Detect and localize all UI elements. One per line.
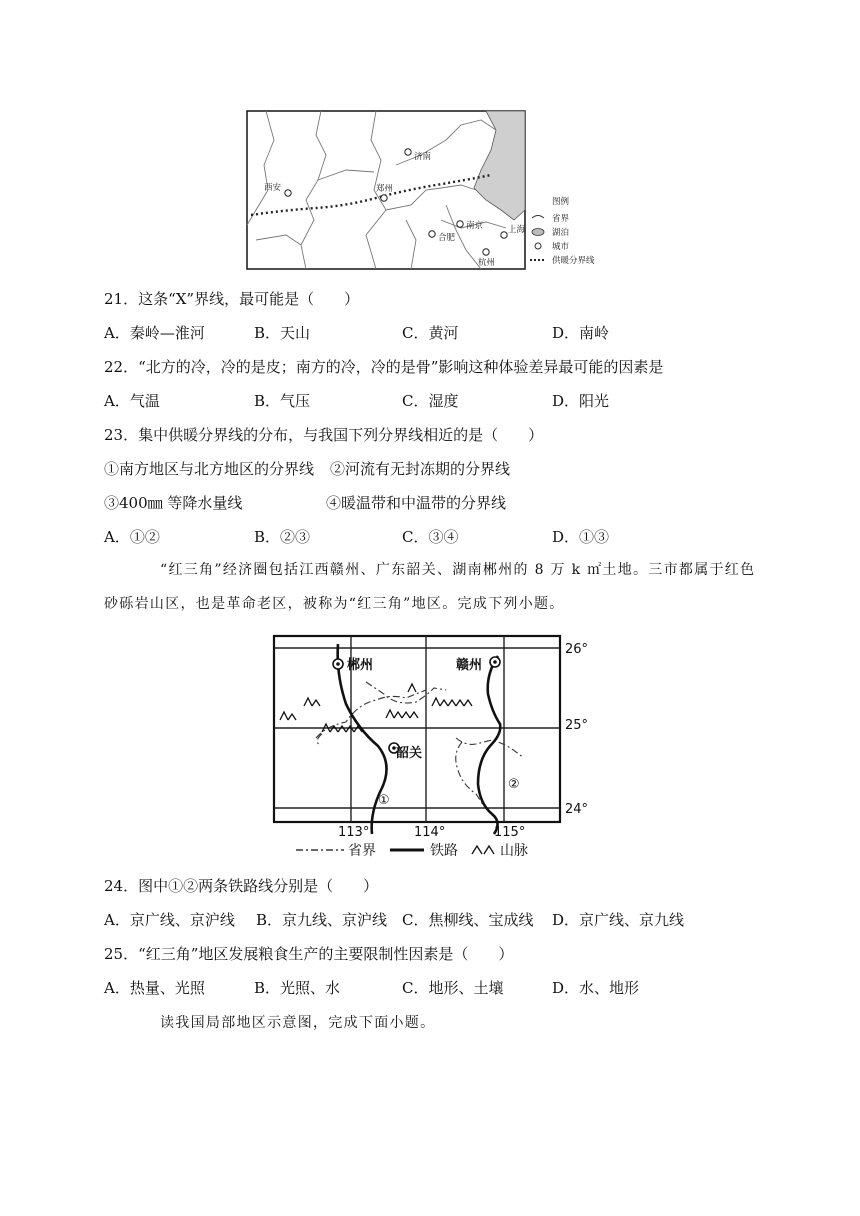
q23-option-c[interactable]: C．③④ xyxy=(402,528,459,546)
lon-113: 113° xyxy=(338,825,370,840)
q23-option-d[interactable]: D．①③ xyxy=(552,528,610,546)
lat-25: 25° xyxy=(565,718,589,733)
q22-option-c[interactable]: C．湿度 xyxy=(402,392,459,410)
q24-option-d[interactable]: D．京广线、京九线 xyxy=(552,911,685,929)
city-shaoguan: 韶关 xyxy=(396,746,423,761)
q25-option-c[interactable]: C．地形、土壤 xyxy=(402,979,504,997)
city-hangzhou: 杭州 xyxy=(478,258,496,268)
q23-item-2: ②河流有无封冻期的分界线 xyxy=(330,460,511,478)
legend1-heating-line: 供暖分界线 xyxy=(552,256,595,266)
city-hefei: 合肥 xyxy=(438,233,456,243)
q25-option-b[interactable]: B．光照、水 xyxy=(254,979,341,997)
q23-option-b[interactable]: B．②③ xyxy=(254,528,311,546)
city-jinan: 济南 xyxy=(414,152,432,162)
lat-26: 26° xyxy=(565,642,589,657)
railway-marker-1: ① xyxy=(378,793,390,808)
city-shanghai: 上海 xyxy=(508,225,526,235)
lon-115: 115° xyxy=(494,825,526,840)
q21-option-b[interactable]: B．天山 xyxy=(254,324,311,342)
q22-stem: 22．“北方的冷，冷的是皮；南方的冷，冷的是骨”影响这种体验差异最可能的因素是 xyxy=(104,358,664,376)
railway-marker-2: ② xyxy=(508,777,520,792)
map-instruction: 读我国局部地区示意图，完成下面小题。 xyxy=(160,1015,436,1031)
q24-option-c[interactable]: C．焦柳线、宝成线 xyxy=(402,911,534,929)
q21-option-d[interactable]: D．南岭 xyxy=(552,324,610,342)
city-ganzhou: 赣州 xyxy=(456,658,483,673)
lon-114: 114° xyxy=(414,825,446,840)
legend1-city: 城市 xyxy=(552,242,570,252)
q24-stem: 24．图中①②两条铁路线分别是（ ） xyxy=(104,877,379,895)
q21-option-a[interactable]: A．秦岭—淮河 xyxy=(104,324,205,342)
passage-line-2: 砂砾岩山区，也是革命老区，被称为“红三角”地区。完成下列小题。 xyxy=(104,596,565,612)
q22-option-b[interactable]: B．气压 xyxy=(254,392,311,410)
q25-stem: 25．“红三角”地区发展粮食生产的主要限制性因素是（ ） xyxy=(104,945,514,963)
q25-option-d[interactable]: D．水、地形 xyxy=(552,979,640,997)
city-chenzhou: 郴州 xyxy=(347,658,374,673)
city-zhengzhou: 郑州 xyxy=(376,184,394,194)
q24-option-a[interactable]: A．京广线、京沪线 xyxy=(104,911,235,929)
q23-item-3: ③400㎜ 等降水量线 xyxy=(104,494,243,512)
city-nanjing: 南京 xyxy=(466,221,484,231)
q22-option-a[interactable]: A．气温 xyxy=(104,392,160,410)
legend1-title: 图例 xyxy=(552,197,570,207)
passage-line-1: “红三角”经济圈包括江西赣州、广东韶关、湖南郴州的 8 万 k ㎡土地。三市都属于红色 xyxy=(160,562,756,578)
map-heating-boundary xyxy=(246,110,626,272)
legend1-lake: 湖泊 xyxy=(552,228,570,238)
q21-option-c[interactable]: C．黄河 xyxy=(402,324,459,342)
q23-item-1: ①南方地区与北方地区的分界线 xyxy=(104,460,315,478)
map-red-triangle xyxy=(266,634,596,860)
legend1-boundary: 省界 xyxy=(552,214,570,224)
q25-option-a[interactable]: A．热量、光照 xyxy=(104,979,205,997)
q23-option-a[interactable]: A．①② xyxy=(104,528,160,546)
legend2-railway: 铁路 xyxy=(430,843,458,859)
q23-item-4: ④暖温带和中温带的分界线 xyxy=(326,494,507,512)
legend2-boundary: 省界 xyxy=(348,843,376,859)
legend2-mountain: 山脉 xyxy=(500,843,528,859)
q23-stem: 23．集中供暖分界线的分布，与我国下列分界线相近的是（ ） xyxy=(104,426,544,444)
lat-24: 24° xyxy=(565,802,589,817)
q22-option-d[interactable]: D．阳光 xyxy=(552,392,610,410)
city-xian: 西安 xyxy=(264,183,282,193)
q24-option-b[interactable]: B．京九线、京沪线 xyxy=(256,911,388,929)
q21-stem: 21．这条“X”界线，最可能是（ ） xyxy=(104,290,360,308)
